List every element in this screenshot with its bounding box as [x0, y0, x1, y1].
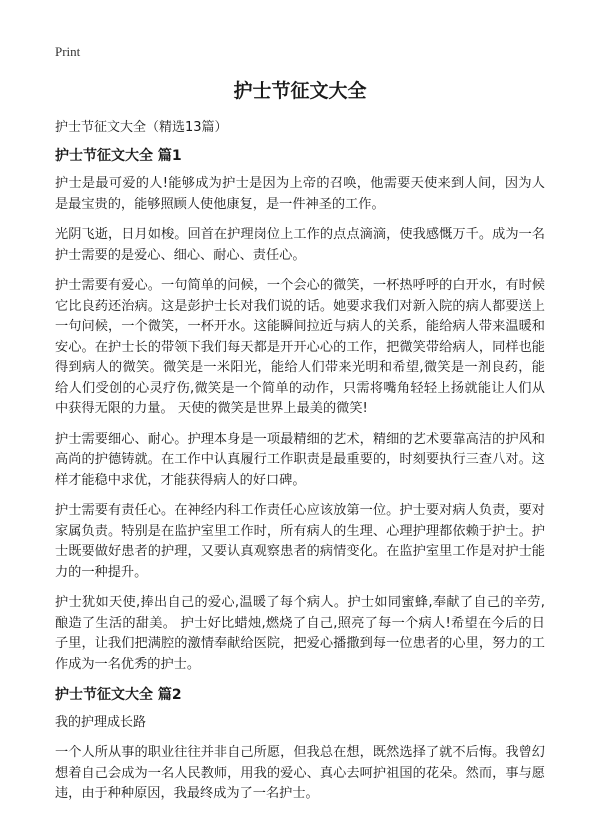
document-subtitle: 护士节征文大全（精选13篇）: [55, 120, 228, 135]
print-link[interactable]: Print: [55, 44, 81, 59]
essay-title: 我的护理成长路: [55, 715, 147, 730]
paragraph: 护士需要有爱心。一句简单的问候，一个会心的微笑，一杯热呼呼的白开水，有时候它比良药还治病。这是彭护士长对我们说的话。她要求我们对新入院的病人都要送上一句问候，一个微笑，一杯开水。这能瞬间拉近与病人的关系，能给病人带来温暖和安心。在护士长的带领下我们每天都是开开心心的工作，把微笑带给病人，同样也能得到病人的微笑。微笑是一米阳光，能给人们带来光明和希望,微笑是一剂良药，能给人们受创的心灵疗伤,微笑是一个简单的动作，只需将嘴角轻轻上扬就能让人们从中获得无限的力量。 天使的微笑是世界上最美的微笑!: [55, 278, 545, 416]
section-heading-2: 护士节征文大全 篇2: [55, 687, 182, 703]
paragraph: 光阴飞逝，日月如梭。回首在护理岗位上工作的点点滴滴，使我感慨万千。成为一名护士需要的是爱心、细心、耐心、责任心。: [55, 227, 545, 263]
paragraph: 一个人所从事的职业往往并非自己所愿，但我总在想，既然选择了就不后悔。我曾幻想着自己会成为一名人民教师，用我的爱心、真心去呵护祖国的花朵。然而，事与愿违，由于种种原因，我最终成为了一名护士。: [55, 745, 545, 801]
paragraph: 护士是最可爱的人!能够成为护士是因为上帝的召唤，他需要天使来到人间，因为人是最宝贵的，能够照顾人使他康复，是一件神圣的工作。: [55, 176, 545, 212]
section-heading-1: 护士节征文大全 篇1: [55, 148, 182, 164]
paragraph: 护士需要有责任心。在神经内科工作责任心应该放第一位。护士要对病人负责，要对家属负责。特别是在监护室里工作时，所有病人的生理、心理护理都依赖于护士。护士既要做好患者的护理，又要认真观察患者的病情变化。在监护室里工作是对护士能力的一种提升。: [55, 503, 545, 580]
page-title: 护士节征文大全: [233, 80, 367, 102]
paragraph: 护士犹如天使,捧出自己的爱心,温暖了每个病人。护士如同蜜蜂,奉献了自己的辛劳,酿造了生活的甜美。 护士好比蜡烛,燃烧了自己,照亮了每一个病人!希望在今后的日子里，让我们把满腔的激情奉献给医院，把爱心播撒到每一位患者的心里，努力的工作成为一名优秀的护士。: [55, 595, 545, 672]
paragraph: 护士需要细心、耐心。护理本身是一项最精细的艺术，精细的艺术要靠高洁的护风和高尚的护德铸就。在工作中认真履行工作职责是最重要的，时刻要执行三查八对。这样才能稳中求优，才能获得病人的好口碑。: [55, 431, 545, 488]
